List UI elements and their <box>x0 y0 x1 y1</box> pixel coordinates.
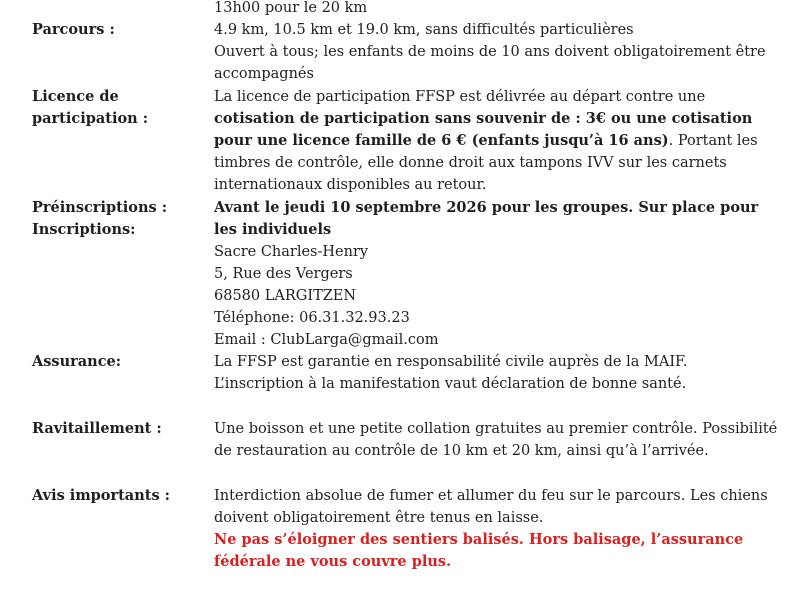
assurance-line-2: L’inscription à la manifestation vaut déclaration de bonne santé. <box>214 376 687 392</box>
preinscriptions-deadline: Avant le jeudi 10 septembre 2026 pour les groupes. Sur place pour les individuels <box>214 199 759 238</box>
contact-city: 68580 LARGITZEN <box>214 288 357 304</box>
avis-warning: Ne pas s’éloigner des sentiers balisés. Hors balisage, l’assurance fédérale ne vous couvre plus. <box>214 531 744 570</box>
contact-name: Sacre Charles-Henry <box>214 244 369 260</box>
assurance-line-1: La FFSP est garantie en responsabilité civile auprès de la MAIF. <box>214 354 688 370</box>
avis-content <box>214 485 780 573</box>
contact-phone: Téléphone: 06.31.32.93.23 <box>214 310 410 326</box>
contact-street: 5, Rue des Vergers <box>214 266 353 282</box>
preinscriptions-label: Préinscriptions : <box>32 199 168 216</box>
contact-email: Email : ClubLarga@gmail.com <box>214 332 439 348</box>
ravitaillement-text: Une boisson et une petite collation gratuites au premier contrôle. Possibilité de restauration au contrôle de 10 km et 20 km, ainsi qu’à l’arrivée. <box>214 421 778 459</box>
avis-text: Interdiction absolue de fumer et allumer du feu sur le parcours. Les chiens doivent obligatoirement être tenus en laisse. <box>214 488 768 526</box>
schedule-line <box>214 0 780 19</box>
parcours-content <box>214 19 780 85</box>
inscriptions-label: Inscriptions: <box>32 221 136 238</box>
assurance-label: Assurance: <box>32 353 122 370</box>
parcours-distances: 4.9 km, 10.5 km et 19.0 km, sans difficultés particulières <box>214 22 634 38</box>
licence-paragraph <box>214 86 780 196</box>
licence-text-1: La licence de participation FFSP est délivrée au départ contre une <box>214 89 706 105</box>
ravitaillement-label: Ravitaillement : <box>32 420 162 437</box>
licence-fee-text: cotisation de participation sans souvenir de : 3€ ou une cotisation pour une licence famille de 6 € (enfants jusqu’à 16 ans) <box>214 110 753 149</box>
avis-label: Avis importants : <box>32 487 171 504</box>
ravitaillement-content <box>214 418 780 462</box>
licence-content <box>214 86 780 196</box>
licence-text-2: . Portant les timbres de contrôle, elle donne droit aux tampons IVV sur les carnets internationaux disponibles au retour. <box>214 133 758 193</box>
parcours-access: Ouvert à tous; les enfants de moins de 10 ans doivent obligatoirement être accompagnés <box>214 44 766 82</box>
schedule-text: 13h00 pour le 20 km <box>214 0 368 16</box>
licence-label: Licence de participation : <box>32 88 149 127</box>
assurance-content <box>214 351 780 395</box>
parcours-label: Parcours : <box>32 21 115 38</box>
inscriptions-content <box>214 197 780 351</box>
